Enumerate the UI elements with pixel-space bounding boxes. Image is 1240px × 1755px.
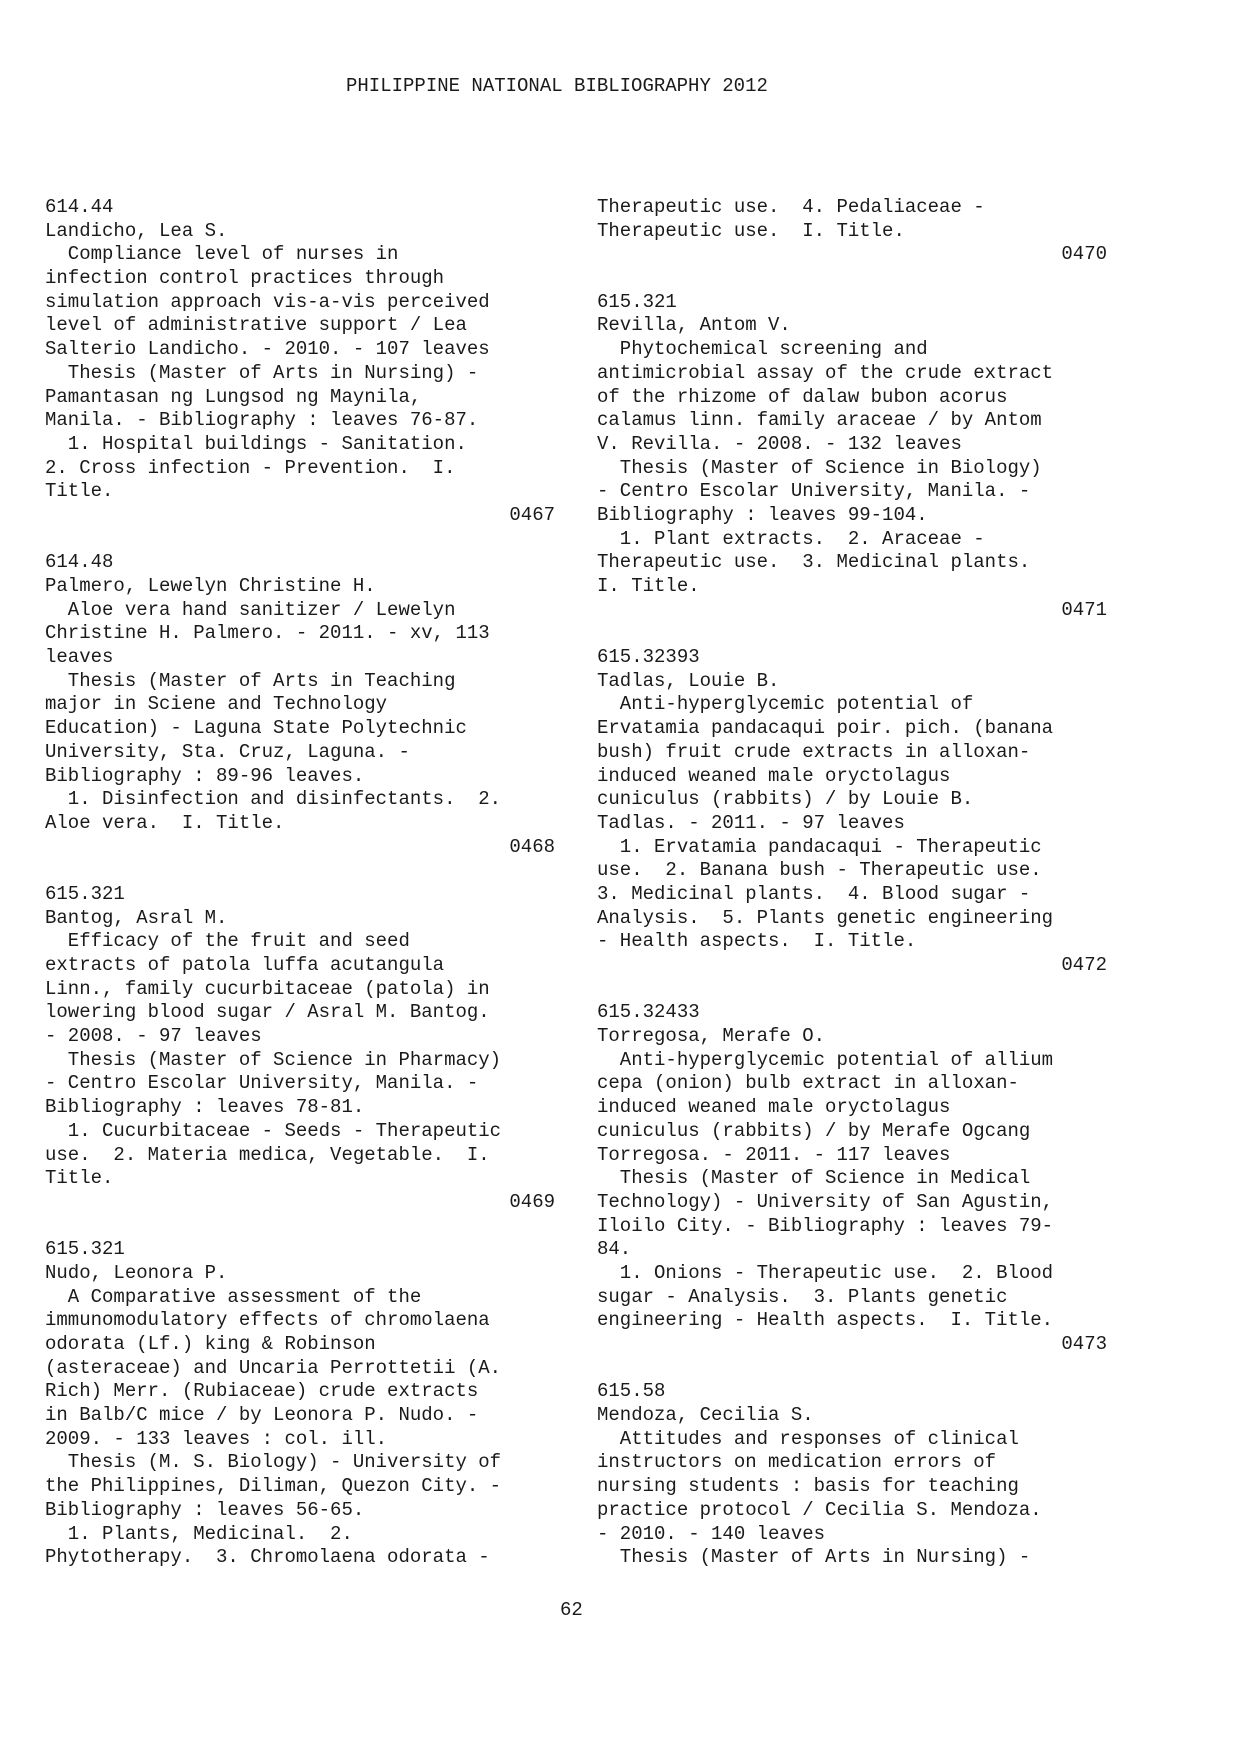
- page-number: 62: [560, 1599, 583, 1621]
- entry-line: Ervatamia pandacaqui poir. pich. (banana: [597, 717, 1054, 740]
- entry-line: Revilla, Antom V.: [597, 314, 791, 337]
- entry-line: Linn., family cucurbitaceae (patola) in: [45, 977, 490, 1000]
- record-number: 0470: [1061, 243, 1107, 266]
- entry-line: calamus linn. family araceae / by Antom: [597, 409, 1042, 432]
- entry-line: Compliance level of nurses in: [45, 243, 399, 266]
- entry-line: I. Title.: [597, 575, 700, 597]
- entry-line: 84.: [597, 1238, 632, 1261]
- record-number: 0468: [509, 835, 555, 858]
- entry-line: engineering - Health aspects. I. Title.: [597, 1309, 1054, 1332]
- entry-line: lowering blood sugar / Asral M. Bantog.: [45, 1001, 490, 1024]
- entry-line: Thesis (M. S. Biology) - University of: [45, 1451, 502, 1474]
- entry-line: cepa (onion) bulb extract in alloxan-: [597, 1072, 1019, 1095]
- entry-line: V. Revilla. - 2008. - 132 leaves: [597, 432, 962, 455]
- entry-line: Thesis (Master of Science in Medical: [597, 1167, 1031, 1190]
- entry-line: odorata (Lf.) king & Robinson: [45, 1333, 376, 1355]
- entry-line: Tadlas. - 2011. - 97 leaves: [597, 811, 905, 834]
- entry-line: Torregosa. - 2011. - 117 leaves: [597, 1143, 951, 1166]
- entry-line: 1. Plants, Medicinal. 2.: [45, 1522, 353, 1545]
- entry-line: Pamantasan ng Lungsod ng Maynila,: [45, 385, 422, 408]
- blank-line: [45, 859, 555, 883]
- entry-line: University, Sta. Cruz, Laguna. -: [45, 740, 410, 763]
- entry-line: (asteraceae) and Uncaria Perrottetii (A.: [45, 1356, 502, 1379]
- entry-line: Aloe vera hand sanitizer / Lewelyn: [45, 598, 456, 621]
- entry-line: level of administrative support / Lea: [45, 314, 467, 337]
- left-column: [45, 196, 555, 1570]
- entry-line: nursing students : basis for teaching: [597, 1475, 1019, 1498]
- entry-line: Bibliography : leaves 78-81.: [45, 1096, 365, 1119]
- blank-line: [597, 622, 1107, 646]
- entry-line: Manila. - Bibliography : leaves 76-87.: [45, 409, 479, 432]
- entry-line: sugar - Analysis. 3. Plants genetic: [597, 1285, 1008, 1308]
- blank-line: [45, 1215, 555, 1239]
- entry-line: Salterio Landicho. - 2010. - 107 leaves: [45, 338, 490, 361]
- entry-line: Bantog, Asral M.: [45, 906, 228, 929]
- entry-line: 615.321: [45, 1238, 125, 1261]
- entry-line: instructors on medication errors of: [597, 1451, 997, 1474]
- entry-line: infection control practices through: [45, 267, 445, 290]
- entry-line: Title.: [45, 1167, 114, 1190]
- page-header: PHILIPPINE NATIONAL BIBLIOGRAPHY 2012: [346, 75, 768, 97]
- blank-line: [597, 978, 1107, 1002]
- entry-line: 1. Plant extracts. 2. Araceae -: [597, 527, 985, 550]
- entry-line: of the rhizome of dalaw bubon acorus: [597, 385, 1008, 408]
- entry-line: Technology) - University of San Agustin,: [597, 1190, 1054, 1213]
- entry-line: A Comparative assessment of the: [45, 1285, 422, 1308]
- record-number: 0471: [1061, 598, 1107, 621]
- blank-line: [45, 528, 555, 552]
- entry-line: 615.32393: [597, 646, 700, 669]
- entry-line: antimicrobial assay of the crude extract: [597, 361, 1054, 384]
- entry-line: 1. Onions - Therapeutic use. 2. Blood: [597, 1261, 1054, 1284]
- entry-line: Rich) Merr. (Rubiaceae) crude extracts: [45, 1380, 479, 1403]
- entry-line: Bibliography : leaves 99-104.: [597, 503, 928, 526]
- entry-line: Mendoza, Cecilia S.: [597, 1404, 814, 1427]
- entry-line: simulation approach vis-a-vis perceived: [45, 290, 490, 313]
- entry-line: - 2010. - 140 leaves: [597, 1522, 826, 1545]
- entry-line: 1. Ervatamia pandacaqui - Therapeutic: [597, 835, 1042, 858]
- entry-line: Thesis (Master of Science in Biology): [597, 456, 1042, 479]
- entry-line: Bibliography : leaves 56-65.: [45, 1498, 365, 1521]
- entry-line: Thesis (Master of Arts in Nursing) -: [597, 1546, 1031, 1569]
- entry-line: 1. Disinfection and disinfectants. 2.: [45, 788, 502, 811]
- entry-line: - 2008. - 97 leaves: [45, 1025, 262, 1048]
- entry-line: Palmero, Lewelyn Christine H.: [45, 575, 376, 597]
- entry-line: Education) - Laguna State Polytechnic: [45, 717, 467, 740]
- entry-line: extracts of patola luffa acutangula: [45, 954, 445, 976]
- record-number: 0472: [1061, 954, 1107, 976]
- entry-line: Title.: [45, 480, 114, 503]
- entry-line: immunomodulatory effects of chromolaena: [45, 1309, 490, 1332]
- entry-line: 615.321: [45, 882, 125, 905]
- entry-line: Aloe vera. I. Title.: [45, 811, 285, 834]
- entry-line: cuniculus (rabbits) / by Louie B.: [597, 788, 974, 811]
- entry-line: 2. Cross infection - Prevention. I.: [45, 456, 456, 479]
- entry-line: Therapeutic use. 4. Pedaliaceae -: [597, 196, 985, 218]
- entry-line: use. 2. Banana bush - Therapeutic use.: [597, 859, 1042, 882]
- entry-line: 614.48: [45, 551, 114, 574]
- entry-line: 3. Medicinal plants. 4. Blood sugar -: [597, 882, 1031, 905]
- entry-line: 1. Hospital buildings - Sanitation.: [45, 432, 467, 455]
- entry-line: Iloilo City. - Bibliography : leaves 79-: [597, 1214, 1054, 1237]
- entry-line: Analysis. 5. Plants genetic engineering: [597, 906, 1054, 929]
- record-number: 0467: [509, 503, 555, 526]
- blank-line: [597, 267, 1107, 291]
- entry-line: 615.321: [597, 290, 677, 313]
- entry-line: Thesis (Master of Arts in Nursing) -: [45, 361, 479, 384]
- entry-line: - Centro Escolar University, Manila. -: [597, 480, 1031, 503]
- entry-line: induced weaned male oryctolagus: [597, 1096, 951, 1119]
- entry-line: Efficacy of the fruit and seed: [45, 930, 410, 953]
- entry-line: leaves: [45, 646, 114, 669]
- entry-line: Nudo, Leonora P.: [45, 1261, 228, 1284]
- record-number: 0473: [1061, 1333, 1107, 1355]
- entry-line: Torregosa, Merafe O.: [597, 1025, 826, 1048]
- record-number: 0469: [509, 1190, 555, 1213]
- entry-line: practice protocol / Cecilia S. Mendoza.: [597, 1498, 1042, 1521]
- entry-line: bush) fruit crude extracts in alloxan-: [597, 740, 1031, 763]
- entry-line: Therapeutic use. I. Title.: [597, 219, 905, 242]
- entry-line: Landicho, Lea S.: [45, 219, 228, 242]
- entry-line: 614.44: [45, 196, 114, 218]
- entry-line: Therapeutic use. 3. Medicinal plants.: [597, 551, 1031, 574]
- entry-line: Christine H. Palmero. - 2011. - xv, 113: [45, 622, 490, 645]
- entry-line: Anti-hyperglycemic potential of allium: [597, 1048, 1054, 1071]
- entry-line: - Centro Escolar University, Manila. -: [45, 1072, 479, 1095]
- entry-line: Thesis (Master of Arts in Teaching: [45, 669, 456, 692]
- entry-line: Anti-hyperglycemic potential of: [597, 693, 974, 716]
- entry-line: the Philippines, Diliman, Quezon City. -: [45, 1475, 502, 1498]
- right-column: [597, 196, 1107, 1570]
- entry-line: 1. Cucurbitaceae - Seeds - Therapeutic: [45, 1119, 502, 1142]
- entry-line: Attitudes and responses of clinical: [597, 1427, 1019, 1450]
- entry-line: 2009. - 133 leaves : col. ill.: [45, 1427, 388, 1450]
- entry-line: Phytotherapy. 3. Chromolaena odorata -: [45, 1546, 490, 1569]
- entry-line: Phytochemical screening and: [597, 338, 928, 361]
- entry-line: - Health aspects. I. Title.: [597, 930, 917, 953]
- entry-line: Tadlas, Louie B.: [597, 669, 780, 692]
- entry-line: use. 2. Materia medica, Vegetable. I.: [45, 1143, 490, 1166]
- entry-line: major in Sciene and Technology: [45, 693, 388, 716]
- entry-line: induced weaned male oryctolagus: [597, 764, 951, 787]
- entry-line: in Balb/C mice / by Leonora P. Nudo. -: [45, 1404, 479, 1427]
- entry-line: 615.32433: [597, 1001, 700, 1024]
- entry-line: Bibliography : 89-96 leaves.: [45, 764, 365, 787]
- entry-line: Thesis (Master of Science in Pharmacy): [45, 1048, 502, 1071]
- blank-line: [597, 1357, 1107, 1381]
- entry-line: 615.58: [597, 1380, 666, 1403]
- entry-line: cuniculus (rabbits) / by Merafe Ogcang: [597, 1119, 1031, 1142]
